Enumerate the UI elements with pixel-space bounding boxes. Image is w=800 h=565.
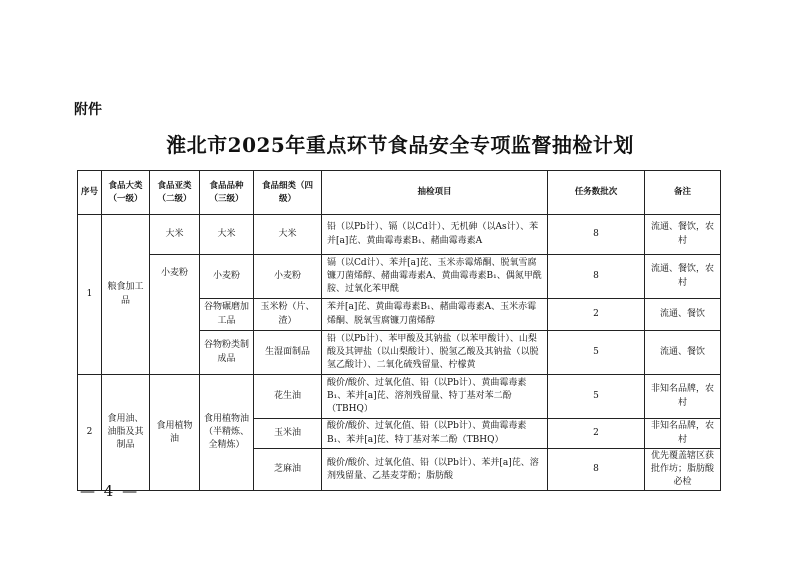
- attachment-label: 附件: [74, 102, 102, 118]
- cell-note: 非知名品牌，农村: [645, 419, 721, 449]
- cell-batch-count: 2: [548, 299, 645, 331]
- cell-inspection-items: 酸价/酸价、过氧化值、铅（以Pb计）、苯并[a]芘、溶剂残留量、乙基麦芽酚；脂肪酸: [322, 449, 548, 491]
- cell-note: 流通、餐饮，农村: [645, 255, 721, 299]
- cell-inspection-items: 镉（以Cd计）、苯并[a]芘、玉米赤霉烯酮、脱氧雪腐镰刀菌烯醇、赭曲霉毒素A、黄曲霉毒素B₁、偶氮甲酰胺、过氧化苯甲酰: [322, 255, 548, 299]
- cell-category-4: 玉米油: [254, 419, 322, 449]
- document-title: 淮北市2025年重点环节食品安全专项监督抽检计划: [166, 133, 634, 157]
- cell-category-4: 生湿面制品: [254, 331, 322, 375]
- cell-category-3: 食用植物油（半精炼、全精炼）: [200, 375, 254, 491]
- cell-batch-count: 5: [548, 331, 645, 375]
- header-category-2: 食品亚类（二级）: [150, 171, 200, 215]
- cell-inspection-items: 苯并[a]芘、黄曲霉毒素B₁、赭曲霉毒素A、玉米赤霉烯酮、脱氧雪腐镰刀菌烯醇: [322, 299, 548, 331]
- header-note: 备注: [645, 171, 721, 215]
- table-row: [78, 375, 721, 419]
- inspection-plan-table: [77, 170, 721, 491]
- cell-batch-count: 8: [548, 255, 645, 299]
- header-batch-count: 任务数批次: [548, 171, 645, 215]
- cell-batch-count: 2: [548, 419, 645, 449]
- page-number: — 4 —: [80, 482, 140, 500]
- cell-batch-count: 8: [548, 215, 645, 255]
- header-seq: 序号: [78, 171, 102, 215]
- cell-category-3: 小麦粉: [200, 255, 254, 299]
- header-inspection-items: 抽检项目: [322, 171, 548, 215]
- cell-category-3: 谷物碾磨加工品: [200, 299, 254, 331]
- cell-note: 流通、餐饮: [645, 331, 721, 375]
- cell-note: 流通、餐饮，农村: [645, 215, 721, 255]
- cell-inspection-items: 酸价/酸价、过氧化值、铅（以Pb计）、黄曲霉毒素B₁、苯并[a]芘、溶剂残留量、特丁基对苯二酚（TBHQ）: [322, 375, 548, 419]
- cell-category-1: 粮食加工品: [102, 215, 150, 375]
- table-header-row: [78, 171, 721, 215]
- cell-category-4: 花生油: [254, 375, 322, 419]
- cell-note: 非知名品牌，农村: [645, 375, 721, 419]
- table-row: [78, 255, 721, 299]
- cell-inspection-items: 铅（以Pb计）、苯甲酸及其钠盐（以苯甲酸计）、山梨酸及其钾盐（以山梨酸计）、脱氢乙酸及其钠盐（以脱氢乙酸计）、二氧化硫残留量、柠檬黄: [322, 331, 548, 375]
- cell-inspection-items: 酸价/酸价、过氧化值、铅（以Pb计）、黄曲霉毒素B₁、苯并[a]芘、特丁基对苯二酚（TBHQ）: [322, 419, 548, 449]
- header-category-3: 食品品种（三级）: [200, 171, 254, 215]
- cell-category-2: 大米: [150, 215, 200, 255]
- cell-category-4: 小麦粉: [254, 255, 322, 299]
- table-row: [78, 215, 721, 255]
- cell-note: 优先覆盖辖区获批作坊；脂肪酸必检: [645, 449, 721, 491]
- cell-batch-count: 5: [548, 375, 645, 419]
- cell-category-4: 芝麻油: [254, 449, 322, 491]
- header-category-4: 食品细类（四级）: [254, 171, 322, 215]
- cell-category-4: 玉米粉（片、渣）: [254, 299, 322, 331]
- cell-seq: 1: [78, 215, 102, 375]
- cell-category-1: 食用油、油脂及其制品: [102, 375, 150, 491]
- header-category-1: 食品大类（一级）: [102, 171, 150, 215]
- cell-seq: 2: [78, 375, 102, 491]
- cell-note: 流通、餐饮: [645, 299, 721, 331]
- cell-inspection-items: 铅（以Pb计）、镉（以Cd计）、无机砷（以As计）、苯并[a]芘、黄曲霉毒素B₁、赭曲霉毒素A: [322, 215, 548, 255]
- cell-category-2: 食用植物油: [150, 375, 200, 491]
- cell-category-3: 谷物粉类制成品: [200, 331, 254, 375]
- cell-category-4: 大米: [254, 215, 322, 255]
- cell-category-3: 大米: [200, 215, 254, 255]
- cell-batch-count: 8: [548, 449, 645, 491]
- cell-category-2: 小麦粉: [150, 255, 200, 375]
